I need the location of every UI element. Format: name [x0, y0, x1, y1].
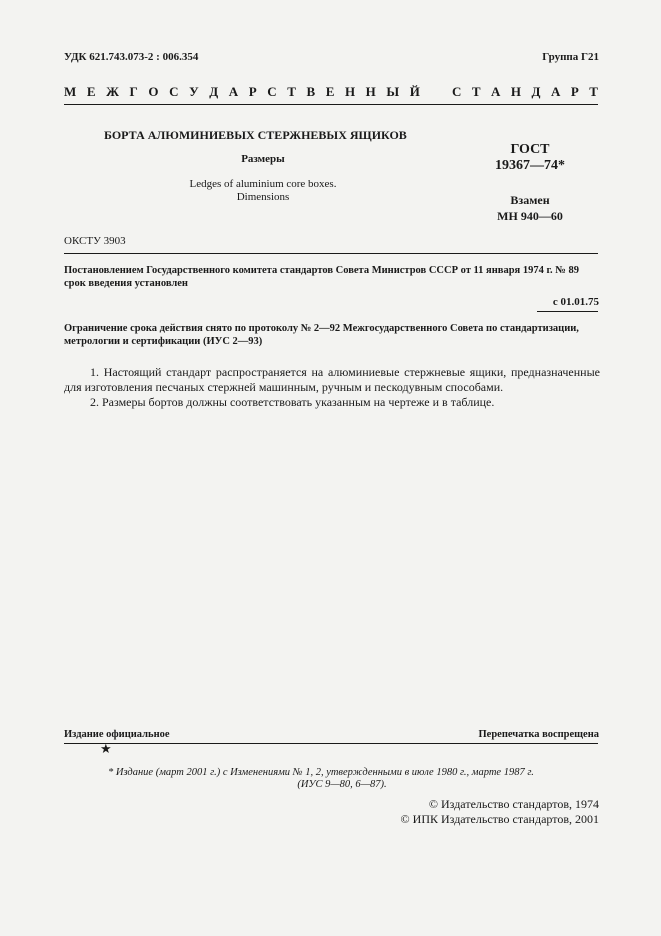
- document-title: БОРТА АЛЮМИНИЕВЫХ СТЕРЖНЕВЫХ ЯЩИКОВ: [104, 128, 407, 142]
- copyright-1974: © Издательство стандартов, 1974: [428, 797, 599, 811]
- document-subtitle: Размеры: [241, 153, 285, 165]
- banner-left-letter: Н: [365, 84, 376, 99]
- banner-left-letter: Р: [248, 84, 257, 99]
- limitation-line1: Ограничение срока действия снято по протоколу № 2—92 Межгосударственного Совета по стандартизации,: [64, 323, 579, 334]
- top-rule: [64, 104, 598, 105]
- edition-note: [64, 767, 600, 791]
- banner-left-letter: С: [169, 84, 179, 99]
- standard-banner: [64, 84, 598, 100]
- effective-date-underline: [537, 311, 598, 312]
- banner-right-letter: А: [550, 84, 561, 99]
- gost-number: 19367—74*: [495, 158, 565, 173]
- banner-right-word: [452, 84, 598, 100]
- banner-left-letter: М: [64, 84, 77, 99]
- replaces-block: [480, 192, 580, 224]
- banner-left-letter: О: [148, 84, 159, 99]
- english-title: [104, 178, 422, 204]
- copyright-block: [401, 797, 599, 827]
- banner-right-letter: Д: [531, 84, 541, 99]
- banner-left-letter: В: [306, 84, 316, 99]
- banner-left-letter: Е: [325, 84, 335, 99]
- decree-text: [64, 264, 600, 290]
- banner-right-letter: Т: [471, 84, 481, 99]
- banner-left-letter: У: [189, 84, 199, 99]
- banner-left-letter: А: [228, 84, 239, 99]
- effective-date: с 01.01.75: [552, 296, 599, 308]
- banner-left-letter: Е: [86, 84, 96, 99]
- replaces-label: Взамен: [510, 193, 550, 207]
- decree-line2: срок введения установлен: [64, 278, 188, 289]
- paragraph-1: 1. Настоящий стандарт распространяется на алюминиевые стержневые ящики, предназначенные для изготовления песчаных стержней машинным, ручным и пескодувным способами.: [64, 365, 600, 394]
- english-title-line2: Dimensions: [236, 191, 290, 203]
- okstu-rule: [64, 253, 598, 254]
- official-edition-label: Издание официальное: [64, 729, 170, 740]
- paragraph-2: 2. Размеры бортов должны соответствовать указанным на чертеже и в таблице.: [90, 395, 495, 409]
- banner-right-letter: С: [452, 84, 462, 99]
- gost-designation: [480, 142, 580, 174]
- banner-left-letter: С: [267, 84, 277, 99]
- gost-label: ГОСТ: [510, 142, 550, 157]
- banner-right-letter: Т: [589, 84, 598, 99]
- replaces-number: МН 940—60: [497, 209, 563, 223]
- banner-left-letter: Й: [409, 84, 420, 99]
- reprint-prohibited-label: Перепечатка воспрещена: [478, 729, 599, 740]
- edition-note-line2: (ИУС 9—80, 6—87).: [297, 779, 387, 790]
- okstu-code: ОКСТУ 3903: [64, 235, 126, 247]
- banner-left-letter: Н: [344, 84, 356, 99]
- copyright-2001: © ИПК Издательство стандартов, 2001: [400, 812, 599, 826]
- banner-left-letter: Ж: [106, 84, 119, 99]
- banner-left-letter: Т: [287, 84, 296, 99]
- banner-left-letter: Ы: [386, 84, 400, 99]
- banner-right-letter: А: [491, 84, 501, 99]
- banner-right-letter: Н: [510, 84, 522, 99]
- star-icon: ★: [100, 741, 112, 756]
- english-title-line1: Ledges of aluminium core boxes.: [189, 178, 337, 190]
- banner-left-word: [64, 84, 420, 100]
- group-code: Группа Г21: [542, 51, 599, 63]
- limitation-line2: метрологии и сертификации (ИУС 2—93): [64, 336, 263, 347]
- edition-note-line1: * Издание (март 2001 г.) с Изменениями № 1, 2, утвержденными в июле 1980 г., марте 1987 г.: [108, 767, 534, 778]
- limitation-text: [64, 322, 600, 348]
- udk-code: УДК 621.743.073-2 : 006.354: [64, 51, 199, 63]
- decree-line1: Постановлением Государственного комитета стандартов Совета Министров СССР от 11 января 1974 г. № 89: [64, 265, 579, 276]
- banner-right-letter: Р: [570, 84, 579, 99]
- banner-left-letter: Д: [209, 84, 219, 99]
- banner-left-letter: Г: [129, 84, 138, 99]
- footer-rule: [64, 743, 598, 744]
